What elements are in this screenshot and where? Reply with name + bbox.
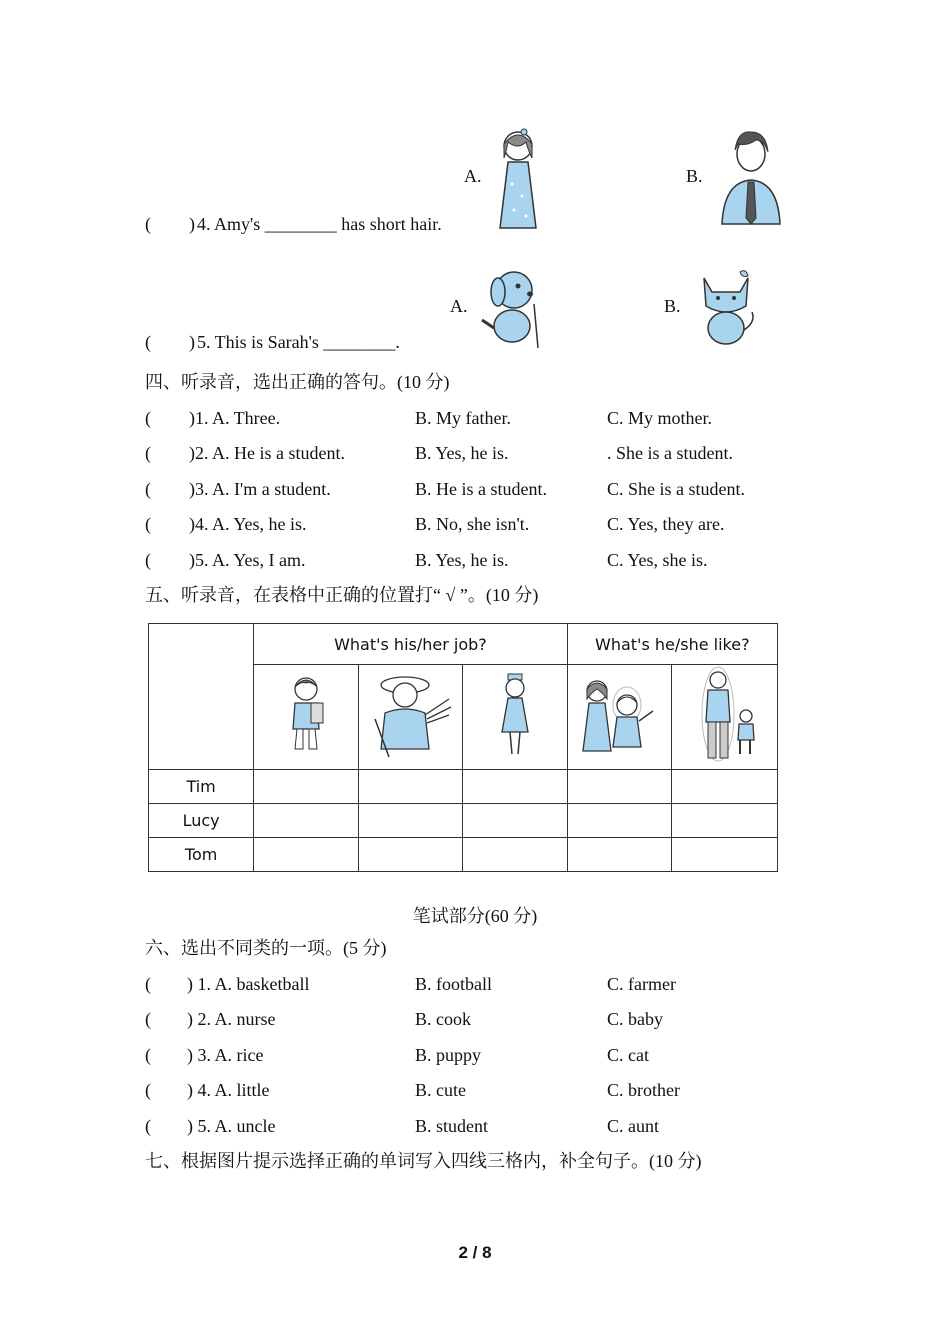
question-option-a: ) 1. A. basketball [187, 974, 310, 994]
option-a-label: A. [450, 296, 468, 316]
question-option-c: C. Yes, she is. [607, 550, 708, 570]
answer-cell[interactable] [254, 770, 358, 804]
question-6-4 [145, 1079, 680, 1101]
answer-cell[interactable] [358, 838, 463, 872]
question-option-b: B. Yes, he is. [415, 443, 509, 463]
paren-close: ) [189, 332, 195, 352]
question-option-b: B. He is a student. [415, 479, 547, 499]
question-text: 4. Amy's ________ has short hair. [197, 214, 442, 234]
answer-cell[interactable] [567, 838, 672, 872]
section-4-heading: 四、听录音，选出正确的答句。(10 分) [145, 372, 450, 392]
man-picture [718, 126, 784, 226]
question-option-a: )3. A. I'm a student. [189, 479, 331, 499]
question-option-c: C. She is a student. [607, 479, 745, 499]
row-label: Lucy [149, 804, 254, 838]
page-number: 2 / 8 [458, 1243, 492, 1262]
question-option-a: )2. A. He is a student. [189, 443, 345, 463]
answer-paren[interactable]: ( [145, 1116, 151, 1136]
question-option-a: ) 2. A. nurse [187, 1009, 276, 1029]
answer-paren[interactable]: ( [145, 550, 151, 570]
answer-paren[interactable]: ( [145, 974, 151, 994]
option-a-label: A. [464, 166, 482, 186]
answer-cell[interactable] [358, 804, 463, 838]
answer-cell[interactable] [254, 838, 358, 872]
question-option-c: C. cat [607, 1045, 649, 1065]
nurse-picture [498, 672, 532, 758]
answer-paren[interactable]: ( [145, 1080, 151, 1100]
section-7-heading: 七、根据图片提示选择正确的单词写入四线三格内，补全句子。(10 分) [145, 1151, 702, 1171]
question-option-c: C. brother [607, 1080, 680, 1100]
picture-cell [358, 665, 463, 770]
row-label: Tim [149, 770, 254, 804]
question-4-5 [145, 549, 708, 571]
answer-cell[interactable] [358, 770, 463, 804]
answer-paren[interactable]: ( [145, 479, 151, 499]
question-option-b: B. cook [415, 1009, 471, 1029]
question-3-4 [145, 213, 442, 235]
question-option-a: )5. A. Yes, I am. [189, 550, 306, 570]
written-part-title: 笔试部分(60 分) [412, 906, 538, 926]
girl-picture [494, 124, 542, 230]
answer-cell[interactable] [463, 770, 567, 804]
question-4-3 [145, 478, 745, 500]
question-option-a: ) 3. A. rice [187, 1045, 264, 1065]
question-option-c: C. aunt [607, 1116, 659, 1136]
row-label: Tom [149, 838, 254, 872]
answer-grid [148, 623, 778, 872]
answer-paren[interactable]: ( [145, 408, 151, 428]
question-option-c: . She is a student. [607, 443, 733, 463]
question-4-4 [145, 513, 725, 535]
picture-cell [567, 665, 672, 770]
picture-cell [463, 665, 567, 770]
answer-paren[interactable]: ( [145, 514, 151, 534]
option-b-label: B. [664, 296, 681, 316]
answer-cell[interactable] [672, 804, 778, 838]
answer-cell[interactable] [672, 838, 778, 872]
answer-paren[interactable]: ( [145, 214, 151, 234]
question-option-b: B. cute [415, 1080, 466, 1100]
question-text: 5. This is Sarah's ________. [197, 332, 400, 352]
question-option-b: B. No, she isn't. [415, 514, 530, 534]
section-6-heading: 六、选出不同类的一项。(5 分) [145, 938, 387, 958]
option-b-label: B. [686, 166, 703, 186]
answer-cell[interactable] [567, 770, 672, 804]
answer-cell[interactable] [463, 804, 567, 838]
answer-cell[interactable] [254, 804, 358, 838]
question-6-3 [145, 1044, 649, 1066]
schoolboy-picture [281, 673, 331, 757]
answer-paren[interactable]: ( [145, 443, 151, 463]
picture-cell [672, 665, 778, 770]
question-6-5 [145, 1115, 659, 1137]
answer-cell[interactable] [672, 770, 778, 804]
question-option-a: )4. A. Yes, he is. [189, 514, 307, 534]
puppy-picture [478, 264, 542, 350]
question-option-b: B. football [415, 974, 492, 994]
question-option-c: C. baby [607, 1009, 663, 1029]
farmer-picture [369, 669, 453, 761]
question-option-a: )1. A. Three. [189, 408, 281, 428]
question-4-2 [145, 442, 733, 464]
question-6-2 [145, 1008, 663, 1030]
like-column-header: What's he/she like? [567, 624, 777, 665]
girls-picture [577, 675, 661, 755]
question-option-c: C. farmer [607, 974, 676, 994]
answer-cell[interactable] [567, 804, 672, 838]
picture-cell [254, 665, 358, 770]
answer-paren[interactable]: ( [145, 332, 151, 352]
question-option-b: B. Yes, he is. [415, 550, 509, 570]
corner-cell [149, 624, 254, 770]
question-option-c: C. Yes, they are. [607, 514, 725, 534]
question-option-b: B. My father. [415, 408, 511, 428]
cat-picture [694, 266, 758, 348]
question-option-b: B. puppy [415, 1045, 482, 1065]
job-column-header: What's his/her job? [254, 624, 567, 665]
question-3-5 [145, 331, 400, 353]
question-option-a: ) 5. A. uncle [187, 1116, 276, 1136]
man-and-boy-picture [690, 666, 760, 764]
question-6-1 [145, 973, 676, 995]
question-option-a: ) 4. A. little [187, 1080, 270, 1100]
answer-cell[interactable] [463, 838, 567, 872]
question-option-c: C. My mother. [607, 408, 713, 428]
paren-close: ) [189, 214, 195, 234]
question-option-b: B. student [415, 1116, 489, 1136]
answer-paren[interactable]: ( [145, 1009, 151, 1029]
answer-paren[interactable]: ( [145, 1045, 151, 1065]
question-4-1 [145, 407, 713, 429]
section-5-heading: 五、听录音，在表格中正确的位置打“ √ ”。(10 分) [145, 585, 539, 605]
